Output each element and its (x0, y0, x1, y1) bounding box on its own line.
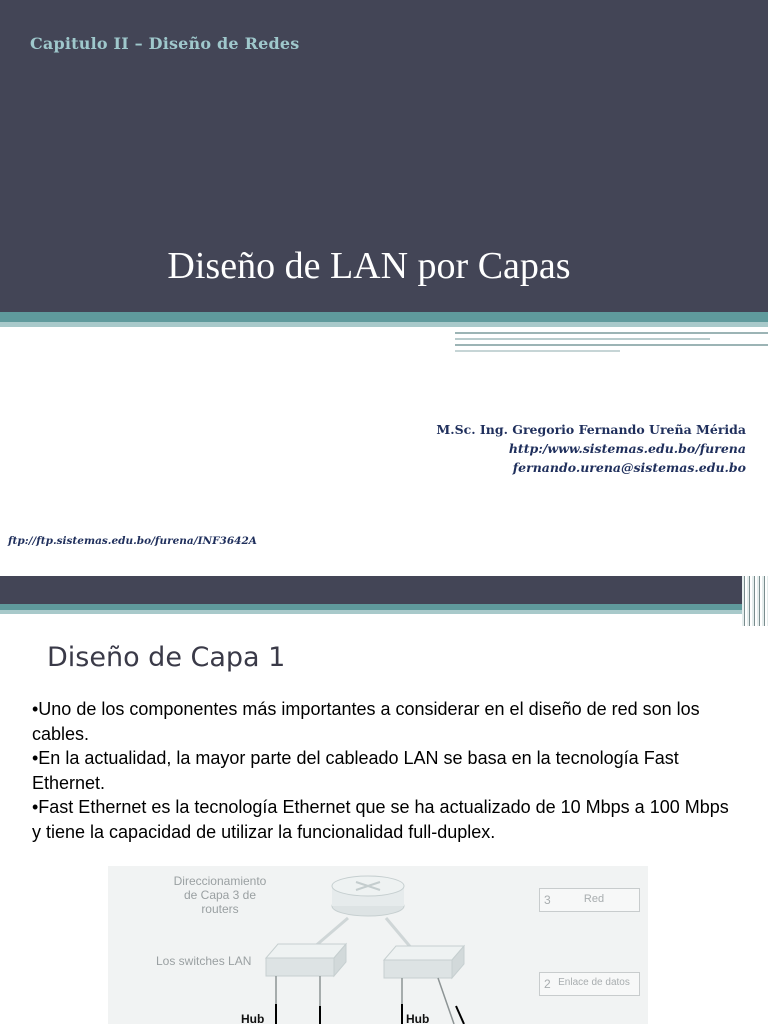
bullet-item: •Fast Ethernet es la tecnología Ethernet que se ha actualizado de 10 Mbps a 100 Mbps y tiene la capacidad de utilizar la funcionalidad full-duplex. (32, 797, 729, 842)
layer-3-box (539, 888, 640, 912)
bullet-item: •Uno de los componentes más importantes a considerar en el diseño de red son los cables. (32, 699, 700, 744)
content-slide-header (0, 576, 768, 604)
router-label: Direccionamiento de Capa 3 de routers (173, 874, 267, 916)
layer-number: 2 (544, 977, 551, 991)
slide-heading: Diseño de Capa 1 (47, 642, 286, 673)
bullet-item: •En la actualidad, la mayor parte del cableado LAN se basa en la tecnología Fast Ethernet. (32, 748, 679, 793)
header-stripe-line (455, 344, 768, 346)
router-icon (332, 876, 404, 916)
author-block (436, 420, 746, 477)
network-layers-diagram (108, 866, 648, 1024)
hub-label: Hub (241, 1012, 265, 1024)
header-stripe-teal (0, 312, 768, 322)
layer-2-box (539, 972, 640, 996)
layer-number: 3 (544, 893, 551, 907)
slide-title: Diseño de LAN por Capas (167, 245, 571, 287)
chapter-label: Capitulo II – Diseño de Redes (30, 34, 300, 53)
switch-label: Los switches LAN (156, 954, 252, 968)
header-stripe-teal-light (0, 322, 768, 327)
header-stripe-teal-light (0, 610, 768, 614)
corner-accent-bars (742, 576, 768, 626)
header-stripe-line (455, 332, 768, 334)
author-url: http:/www.sistemas.edu.bo/furena (508, 441, 746, 456)
title-slide-header (0, 0, 768, 312)
content-slide (0, 576, 768, 1024)
layer-label: Red (583, 893, 605, 905)
layer-label: Enlace de datos (558, 977, 630, 988)
header-stripe-line (455, 338, 710, 340)
bullet-list (32, 697, 732, 844)
author-email: fernando.urena@sistemas.edu.bo (512, 460, 746, 475)
author-name: M.Sc. Ing. Gregorio Fernando Ureña Mérida (436, 422, 746, 437)
header-stripe-line (455, 350, 620, 352)
hub-label: Hub (406, 1012, 430, 1024)
ftp-link: ftp://ftp.sistemas.edu.bo/furena/INF3642A (8, 535, 257, 547)
switch-icon (384, 946, 464, 978)
